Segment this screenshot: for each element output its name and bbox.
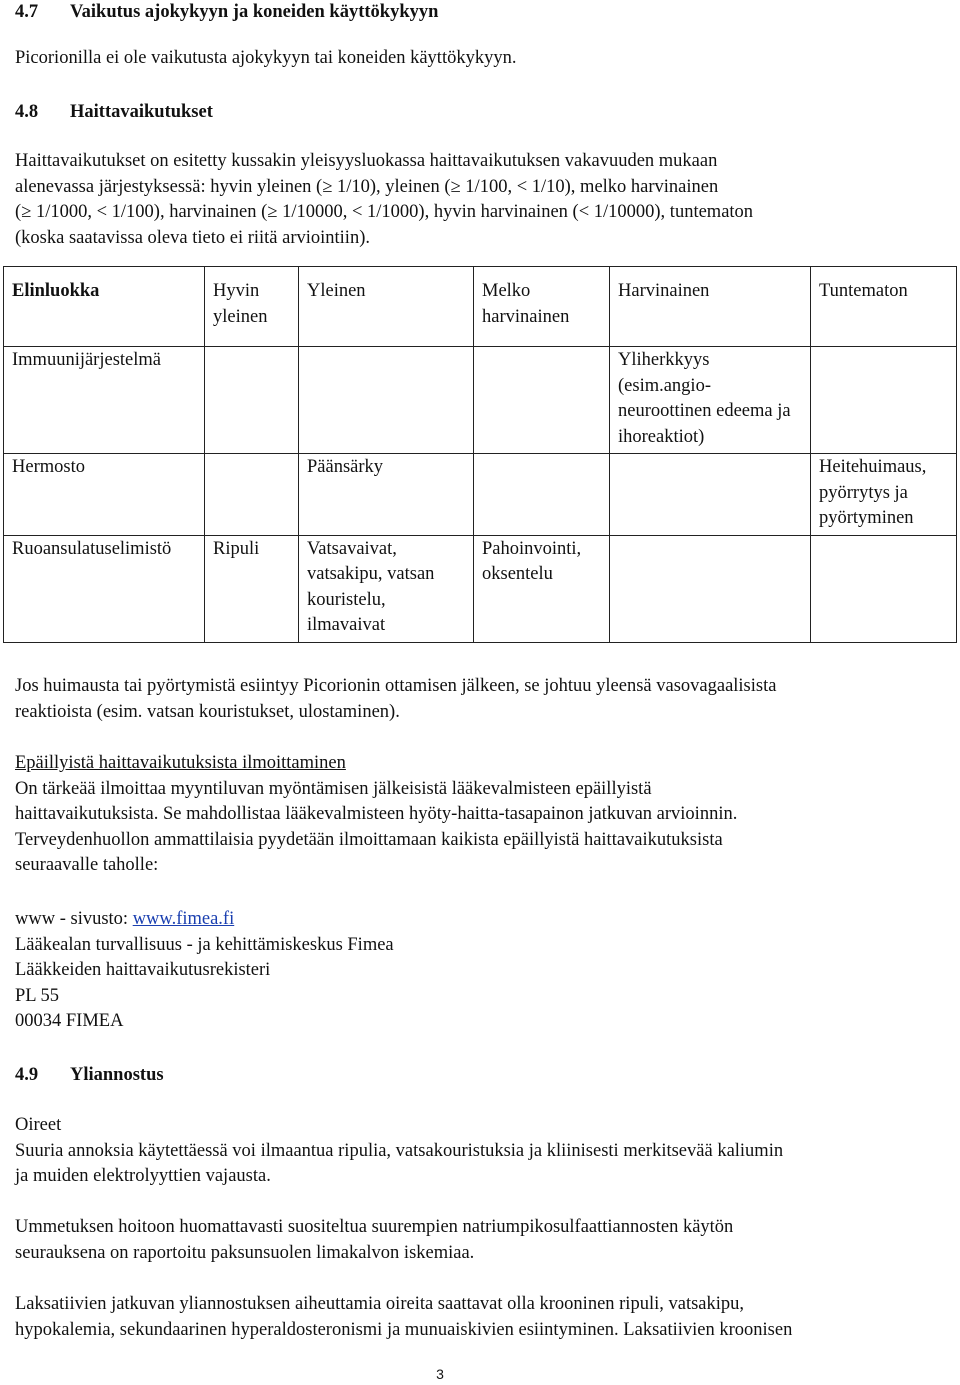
text-line: Laksatiivien jatkuvan yliannostuksen aiheuttamia oireita saattavat olla krooninen ripuli, vatsakipu, — [15, 1294, 745, 1314]
adverse-effects-table — [3, 266, 957, 643]
table-cell — [811, 347, 957, 454]
text-line: haittavaikutuksista. Se mahdollistaa lääkevalmisteen hyöty-haitta-tasapainon jatkuvan arvioinnin. — [15, 804, 738, 824]
table-row — [4, 347, 957, 454]
fimea-link[interactable]: www.fimea.fi — [132, 909, 235, 929]
text-line: Jos huimausta tai pyörtymistä esiintyy Picorionin ottamisen jälkeen, se johtuu yleensä vasovagaalisista — [15, 676, 777, 696]
text-line: Ummetuksen hoitoon huomattavasti suositeltua suurempien natriumpikosulfaattiannosten käytön — [15, 1217, 734, 1237]
table-cell — [205, 347, 299, 454]
text-line: Haittavaikutukset on esitetty kussakin yleisyysluokassa haittavaikutuksen vakavuuden mukaan — [15, 151, 718, 171]
text-line: Suuria annoksia käytettäessä voi ilmaantua ripulia, vatsakouristuksia ja kliinisesti merkitsevää kaliumin — [15, 1140, 784, 1161]
table-cell: Heitehuimaus, pyörrytys ja pyörtyminen — [811, 454, 957, 536]
text-line: seurauksena on raportoitu paksunsuolen limakalvon iskemiaa. — [15, 1242, 475, 1263]
reporting-section — [15, 751, 945, 879]
overdose-paragraph-3 — [15, 1292, 945, 1343]
address-line: 00034 FIMEA — [15, 1011, 124, 1031]
subheading: Oireet — [15, 1115, 62, 1135]
table-cell — [474, 347, 610, 454]
table-cell: Vatsavaivat, vatsakipu, vatsan kouristelu, ilmavaivat — [299, 535, 474, 642]
table-cell: Ruoansulatuselimistö — [4, 535, 205, 642]
text-line: reaktioista (esim. vatsan kouristukset, ulostaminen). — [15, 701, 400, 722]
table-cell — [610, 454, 811, 536]
table-cell: Pahoinvointi, oksentelu — [474, 535, 610, 642]
table-cell: Hermosto — [4, 454, 205, 536]
table-cell: Immuunijärjestelmä — [4, 347, 205, 454]
table-cell: Yliherkkyys (esim.angio-neuroottinen edeema ja ihoreaktiot) — [610, 347, 811, 454]
section-title: Haittavaikutukset — [70, 102, 213, 122]
section-4-7-heading — [15, 0, 945, 26]
header-cell: Harvinainen — [610, 267, 811, 347]
address-line: Lääkkeiden haittavaikutusrekisteri — [15, 960, 271, 980]
text-line: alenevassa järjestyksessä: hyvin yleinen (≥ 1/10), yleinen (≥ 1/100, < 1/10), melko harvinainen — [15, 176, 719, 197]
section-title: Vaikutus ajokykyyn ja koneiden käyttökykyyn — [70, 2, 439, 22]
section-4-8-heading — [15, 100, 945, 126]
section-number: 4.9 — [15, 1065, 39, 1085]
text-line: ja muiden elektrolyyttien vajausta. — [15, 1166, 271, 1186]
text-line: (koska saatavissa oleva tieto ei riitä arviointiin). — [15, 227, 370, 248]
table-row — [4, 454, 957, 536]
table-cell: Päänsärky — [299, 454, 474, 536]
frequency-intro-paragraph — [15, 149, 945, 251]
website-line — [15, 907, 945, 933]
table-cell — [610, 535, 811, 642]
section-title: Yliannostus — [70, 1065, 164, 1085]
website-prefix: www - sivusto: — [15, 909, 133, 929]
reporting-contact — [15, 907, 945, 1035]
reporting-heading: Epäillyistä haittavaikutuksista ilmoittaminen — [15, 753, 346, 773]
section-4-7-text: Picorionilla ei ole vaikutusta ajokykyyn tai koneiden käyttökykyyn. — [15, 48, 517, 68]
table-cell — [205, 454, 299, 536]
header-cell: Hyvin yleinen — [205, 267, 299, 347]
table-cell — [811, 535, 957, 642]
symptoms-block — [15, 1113, 945, 1190]
text-line: Terveydenhuollon ammattilaisia pyydetään ilmoittamaan kaikista epäillyistä haittavaikutuksista — [15, 829, 723, 850]
overdose-paragraph-2 — [15, 1215, 945, 1266]
address-line: PL 55 — [15, 985, 60, 1006]
section-number: 4.8 — [15, 102, 39, 122]
header-cell: Elinluokka — [4, 267, 205, 347]
header-cell: Yleinen — [299, 267, 474, 347]
header-cell: Melko harvinainen — [474, 267, 610, 347]
address-line: Lääkealan turvallisuus - ja kehittämiskeskus Fimea — [15, 934, 394, 955]
page-number: 3 — [436, 1366, 444, 1382]
table-cell — [299, 347, 474, 454]
text-line: hypokalemia, sekundaarinen hyperaldosteronismi ja munuaiskivien esiintyminen. Laksatiivien kroonisen — [15, 1319, 793, 1340]
table-header-row — [4, 267, 957, 347]
header-cell: Tuntematon — [811, 267, 957, 347]
text-line: seuraavalle taholle: — [15, 855, 159, 875]
table-row — [4, 535, 957, 642]
text-line: On tärkeää ilmoittaa myyntiluvan myöntämisen jälkeisistä lääkevalmisteen epäillyistä — [15, 778, 652, 799]
vasovagal-note — [15, 674, 945, 725]
text-line: (≥ 1/1000, < 1/100), harvinainen (≥ 1/10000, < 1/1000), hyvin harvinainen (< 1/10000), tuntematon — [15, 202, 754, 222]
section-number: 4.7 — [15, 2, 39, 22]
table-cell — [474, 454, 610, 536]
table-cell: Ripuli — [205, 535, 299, 642]
section-4-9-heading — [15, 1063, 945, 1089]
